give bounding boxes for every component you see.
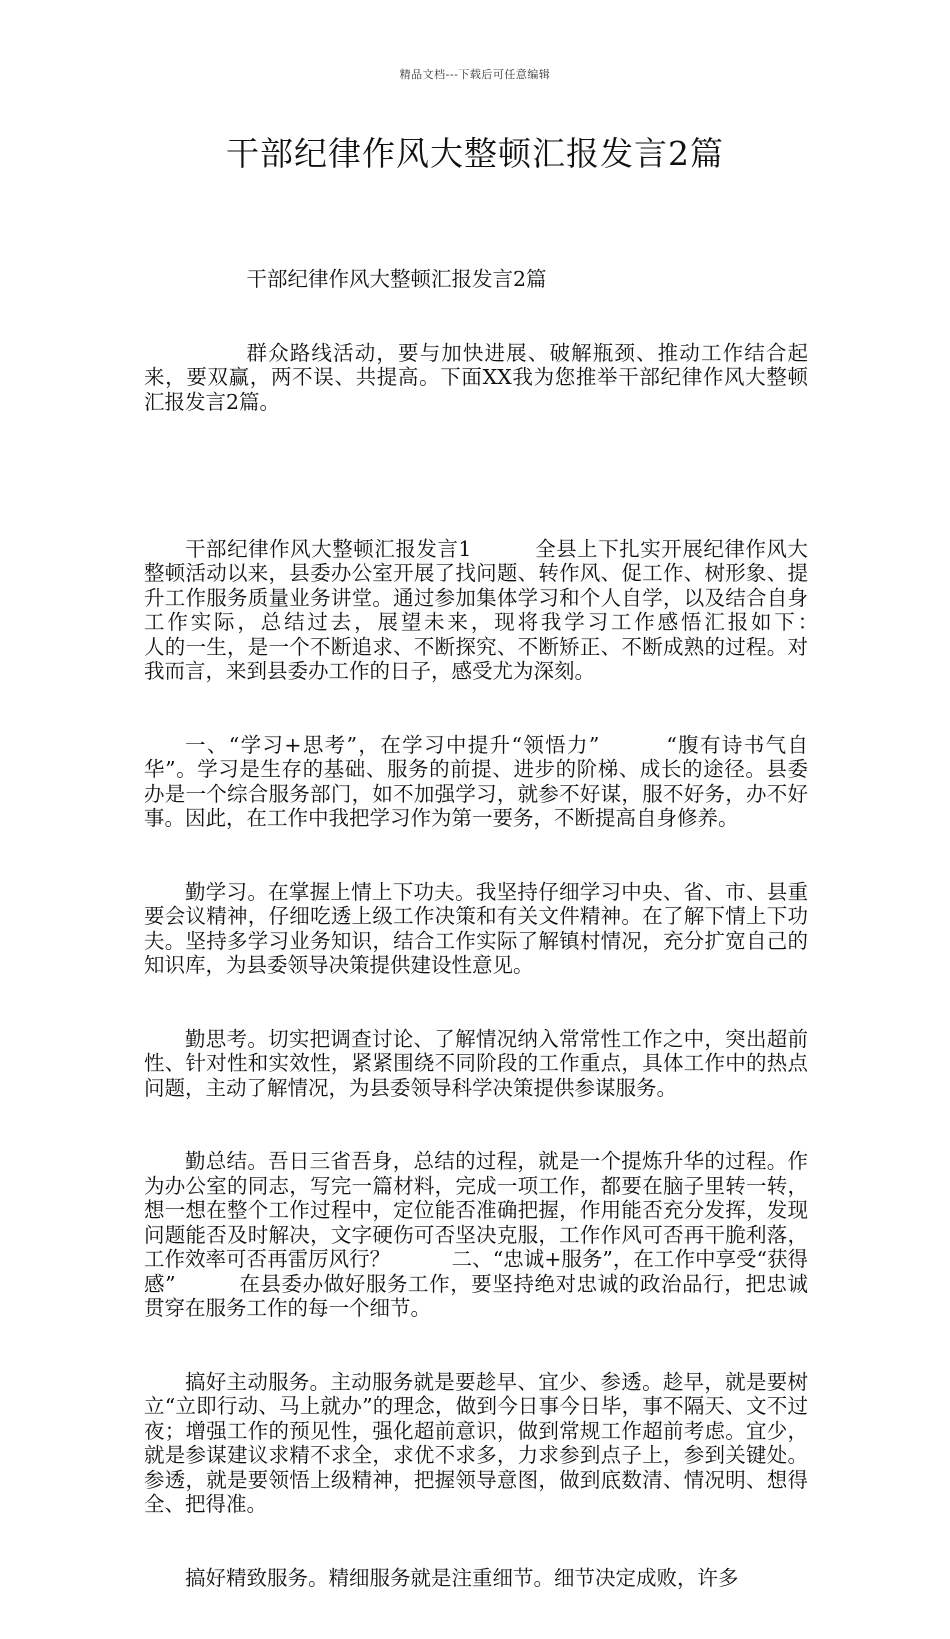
paragraph-3: 勤学习。在掌握上情上下功夫。我坚持仔细学习中央、省、市、县重要会议精神，仔细吃透上级工作决策和有关文件精神。在了解下情上下功夫。坚持多学习业务知识，结合工作实际了解镇村情况，充分扩宽自己的知识库，为县委领导决策提供建设性意见。 [144,879,808,977]
paragraph-6: 搞好主动服务。主动服务就是要趁早、宜少、参透。趁早，就是要树立“立即行动、马上就办”的理念，做到今日事今日毕，事不隔天、文不过夜；增强工作的预见性，强化超前意识，做到常规工作超前考虑。宜少，就是参谋建议求精不求全，求优不求多，力求参到点子上，参到关键处。参透，就是要领悟上级精神，把握领导意图，做到底数清、情况明、想得全、把得准。 [144,1369,808,1516]
page-title: 干部纪律作风大整顿汇报发言2篇 [226,134,724,173]
document-body [144,218,870,1639]
document-subtitle: 干部纪律作风大整顿汇报发言2篇 [246,267,547,291]
paragraph-gap [144,463,808,488]
paragraph-7: 搞好精致服务。精细服务就是注重细节。细节决定成败，许多 [185,1565,739,1590]
intro-paragraph: 群众路线活动，要与加快进展、破解瓶颈、推动工作结合起来，要双赢，两不误、共提高。下面XX我为您推举干部纪律作风大整顿汇报发言2篇。 [144,340,808,414]
paragraph-4: 勤思考。切实把调查讨论、了解情况纳入常常性工作之中，突出超前性、针对性和实效性，紧紧围绕不同阶段的工作重点，具体工作中的热点问题，主动了解情况，为县委领导科学决策提供参谋服务。 [144,1026,808,1100]
paragraph-5: 勤总结。吾日三省吾身，总结的过程，就是一个提炼升华的过程。作为办公室的同志，写完一篇材料，完成一项工作，都要在脑子里转一转，想一想在整个工作过程中，定位能否准确把握，作用能否充分发挥，发现问题能否及时解决，文字硬伤可否坚决克服，工作作风可否再干脆利落，工作效率可否再雷厉风行？ 二、“忠诚+服务”，在工作中享受“获得感” 在县委办做好服务工作，要坚持绝对忠诚的政治品行，把忠诚贯穿在服务工作的每一个细节。 [144,1149,808,1320]
paragraph-2: 一、“学习+思考”，在学习中提升“领悟力” “腹有诗书气自华”。学习是生存的基础、服务的前提、进步的阶梯、成长的途径。县委办是一个综合服务部门，如不加强学习，就参不好谋，服不好务，办不好事。因此，在工作中我把学习作为第一要务，不断提高自身修养。 [144,732,808,830]
header-note: 精品文档---下载后可任意编辑 [399,68,551,81]
paragraph-1: 干部纪律作风大整顿汇报发言1 全县上下扎实开展纪律作风大整顿活动以来，县委办公室开展了找问题、转作风、促工作、树形象、提升工作服务质量业务讲堂。通过参加集体学习和个人自学，以及结合自身工作实际，总结过去，展望未来，现将我学习工作感悟汇报如下： 人的一生，是一个不断追求、不断探究、不断矫正、不断成熟的过程。对我而言，来到县委办工作的日子，感受尤为深刻。 [144,536,870,683]
